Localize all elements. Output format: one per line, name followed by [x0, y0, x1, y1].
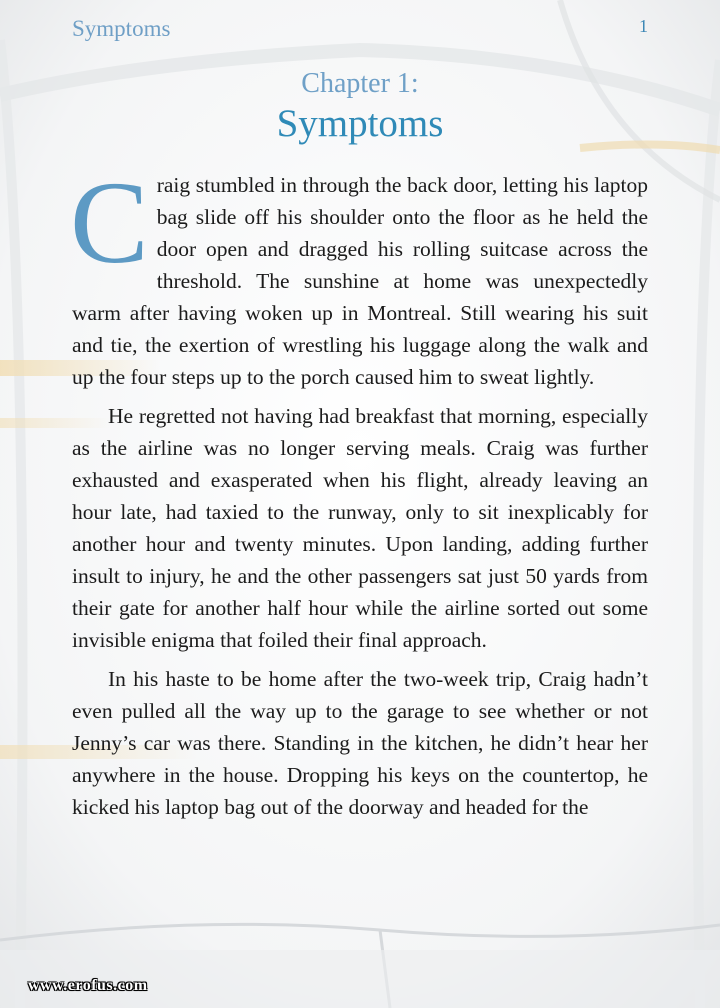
chapter-label: Chapter 1:: [301, 68, 419, 99]
drop-cap: C: [70, 157, 149, 288]
watermark-text: www.erofus.com: [28, 977, 148, 994]
paragraph-1: [70, 157, 648, 393]
page-number: 1: [639, 16, 648, 36]
paragraph-1-text: raig stumbled in through the back door, letting his laptop bag slide off his shoulder onto the floor as he held the door open and dragged his rolling suitcase across the threshold. The sunshine at home was unexpectedly warm after having woken up in Montreal. Still wearing his suit and tie, the exertion of wrestling his luggage along the walk and up the four steps up to the porch caused him to sweat lightly.: [72, 173, 648, 389]
paragraph-3: In his haste to be home after the two-week trip, Craig hadn’t even pulled all the way up to the garage to see whether or not Jenny’s car was there. Standing in the kitchen, he didn’t hear her anywhere in the house. Dropping his keys on the countertop, he kicked his laptop bag out of the doorway and headed for the: [72, 667, 648, 819]
chapter-title: Symptoms: [276, 102, 444, 145]
running-head: Symptoms: [72, 16, 171, 41]
paragraph-2: He regretted not having had breakfast that morning, especially as the airline was no longer serving meals. Craig was further exhausted and exasperated when his flight, already leaving an hour late, had taxied to the runway, only to sit inexplicably for another hour and twenty minutes. Upon landing, adding further insult to injury, he and the other passengers sat just 50 yards from their gate for another half hour while the airline sorted out some invisible enigma that foiled their final approach.: [72, 404, 648, 652]
chapter-body: [70, 157, 648, 823]
